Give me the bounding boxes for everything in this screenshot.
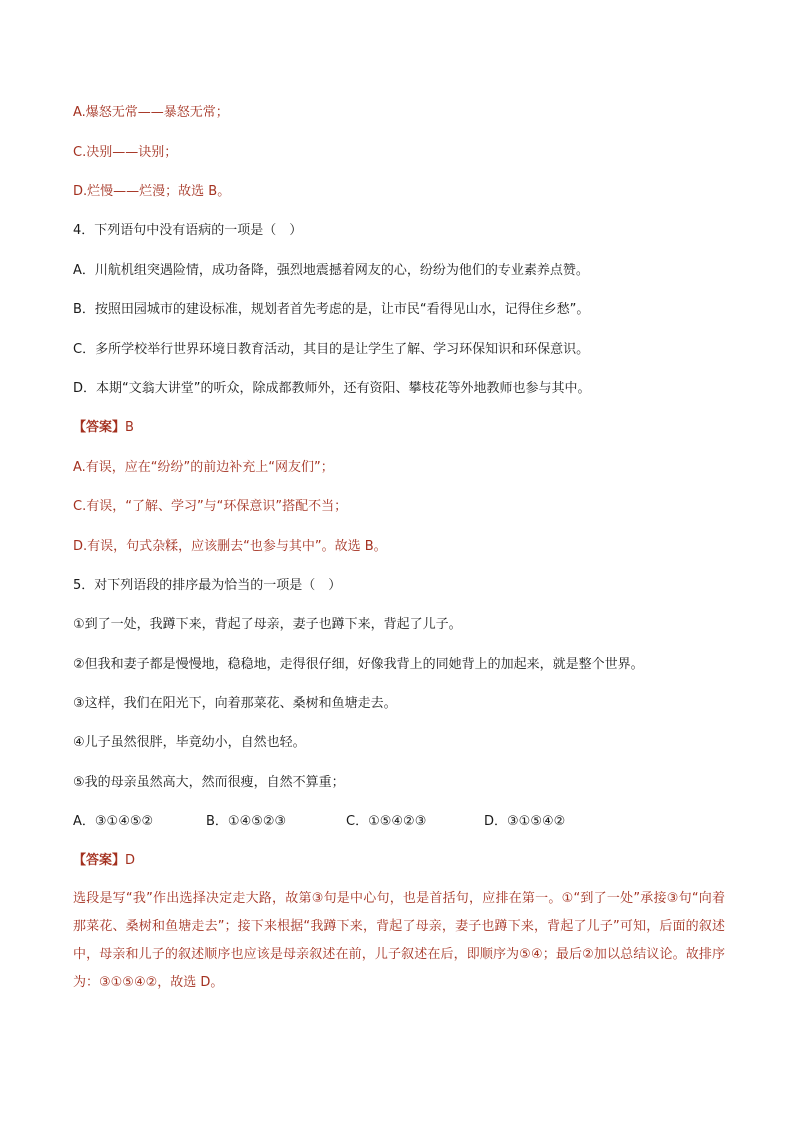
q4-analysis-d: D.有误，句式杂糅，应该删去“也参与其中”。故选 B。 [73, 539, 387, 554]
q4-option-a: A．川航机组突遇险情，成功备降，强烈地震撼着网友的心，纷纷为他们的专业素养点赞。 [73, 263, 589, 278]
q5-sentence-1: ①到了一处，我蹲下来，背起了母亲，妻子也蹲下来，背起了儿子。 [73, 617, 462, 632]
q3-analysis-a: A.爆怒无常——暴怒无常； [73, 105, 229, 120]
q5-sentence-4: ④儿子虽然很胖，毕竟幼小，自然也轻。 [73, 735, 306, 750]
q4-stem: 4．下列语句中没有语病的一项是（ ） [73, 223, 303, 238]
q5-answer-label: 【答案】 [73, 853, 126, 868]
q3-analysis-c: C.决别——诀别； [73, 145, 178, 160]
q5-stem: 5．对下列语段的排序最为恰当的一项是（ ） [73, 578, 342, 593]
q5-sentence-2: ②但我和妻子都是慢慢地，稳稳地，走得很仔细，好像我背上的同她背上的加起来，就是整个世界。 [73, 657, 644, 672]
q4-analysis-a: A.有误，应在“纷纷”的前边补充上“网友们”； [73, 460, 334, 475]
q5-sentence-3: ③这样，我们在阳光下，向着那菜花、桑树和鱼塘走去。 [73, 696, 397, 711]
q5-option-c: C．①⑤④②③ [346, 814, 427, 829]
q5-option-b: B．①④⑤②③ [206, 814, 287, 829]
q4-option-d: D．本期“文翁大讲堂”的听众，除成都教师外，还有资阳、攀枝花等外地教师也参与其中。 [73, 381, 591, 396]
q4-answer-label: 【答案】 [73, 420, 126, 435]
q4-answer-value: B [125, 420, 134, 435]
q5-option-a: A．③①④⑤② [73, 814, 154, 829]
q5-options [73, 812, 733, 832]
q4-analysis-c: C.有误，“了解、学习”与“环保意识”搭配不当； [73, 499, 348, 514]
q5-sentence-5: ⑤我的母亲虽然高大，然而很瘦，自然不算重； [73, 775, 345, 790]
q5-option-d: D．③①⑤④② [484, 814, 566, 829]
q4-option-c: C．多所学校举行世界环境日教育活动，其目的是让学生了解、学习环保知识和环保意识。 [73, 342, 590, 357]
q5-answer-value: D [125, 853, 136, 868]
q5-answer [73, 851, 733, 871]
q4-answer [73, 418, 733, 438]
q3-analysis-d: D.烂慢——烂漫；故选 B。 [73, 184, 231, 199]
q5-analysis: 选段是写“我”作出选择决定走大路，故第③句是中心句，也是首括句，应排在第一。①“到了一处”承接③句“向着那菜花、桑树和鱼塘走去”；接下来根据“我蹲下来，背起了母亲，妻子也蹲下来，背起了儿子”可知，后面的叙述中，母亲和儿子的叙述顺序也应该是母亲叙述在前，儿子叙述在后，即顺序为⑤④；最后②加以总结议论。故排序为：③①⑤④②，故选 D。 [73, 891, 725, 990]
q4-option-b: B．按照田园城市的建设标准，规划者首先考虑的是，让市民“看得见山水，记得住乡愁”。 [73, 302, 590, 317]
